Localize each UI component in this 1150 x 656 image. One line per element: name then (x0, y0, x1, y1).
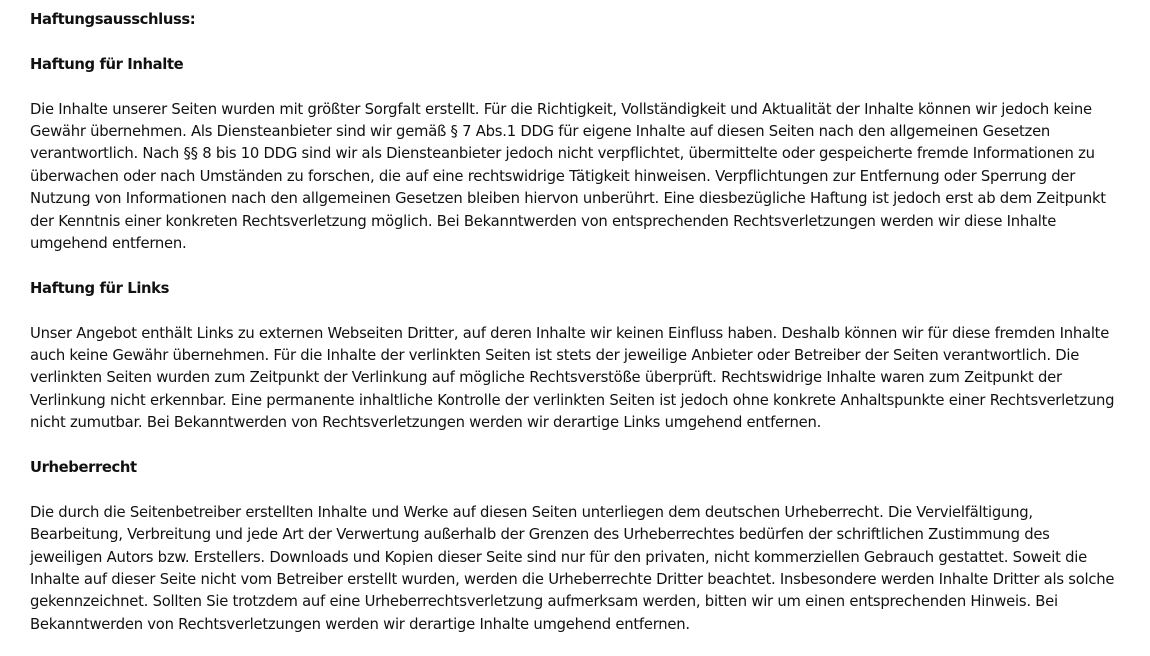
page-title: Haftungsausschluss: (30, 11, 196, 28)
section-heading-link-liability: Haftung für Links (30, 279, 169, 297)
section-text-link-liability: Unser Angebot enthält Links zu externen Webseiten Dritter, auf deren Inhalte wir keinen Einfluss haben. Deshalb können wir für diese fremden Inhalte auch keine Gewähr übernehmen. Für die Inhalte der verlinkten Seiten ist stets der jeweilige Anbieter oder Betreiber der Seiten verantwortlich. Die verlinkten Seiten wurden zum Zeitpunkt der Verlinkung auf mögliche Rechtsverstöße überprüft. Rechtswidrige Inhalte waren zum Zeitpunkt der Verlinkung nicht erkennbar. Eine permanente inhaltliche Kontrolle der verlinkten Seiten ist jedoch ohne konkrete Anhaltspunkte einer Rechtsverletzung nicht zumutbar. Bei Bekanntwerden von Rechtsverletzungen werden wir derartige Links umgehend entfernen. (30, 324, 1115, 432)
section-heading-copyright: Urheberrecht (30, 459, 137, 477)
section-text-content-liability: Die Inhalte unserer Seiten wurden mit größter Sorgfalt erstellt. Für die Richtigkeit, Vollständigkeit und Aktualität der Inhalte können wir jedoch keine Gewähr übernehmen. Als Diensteanbieter sind wir gemäß § 7 Abs.1 DDG für eigene Inhalte auf diesen Seiten nach den allgemeinen Gesetzen verantwortlich. Nach §§ 8 bis 10 DDG sind wir als Diensteanbieter jedoch nicht verpflichtet, übermittelte oder gespeicherte fremde Informationen zu überwachen oder nach Umständen zu forschen, die auf eine rechtswidrige Tätigkeit hinweisen. Verpflichtungen zur Entfernung oder Sperrung der Nutzung von Informationen nach den allgemeinen Gesetzen bleiben hiervon unberührt. Eine diesbezügliche Haftung ist jedoch erst ab dem Zeitpunkt der Kenntnis einer konkreten Rechtsverletzung möglich. Bei Bekanntwerden von entsprechenden Rechtsverletzungen werden wir diese Inhalte umgehend entfernen. (30, 100, 1106, 253)
section-heading-content-liability: Haftung für Inhalte (30, 55, 184, 73)
section-text-copyright: Die durch die Seitenbetreiber erstellten Inhalte und Werke auf diesen Seiten unterliegen dem deutschen Urheberrecht. Die Vervielfältigung, Bearbeitung, Verbreitung und jede Art der Verwertung außerhalb der Grenzen des Urheberrechtes bedürfen der schriftlichen Zustimmung des jeweiligen Autors bzw. Erstellers. Downloads und Kopien dieser Seite sind nur für den privaten, nicht kommerziellen Gebrauch gestattet. Soweit die Inhalte auf dieser Seite nicht vom Betreiber erstellt wurden, werden die Urheberrechte Dritter beachtet. Insbesondere werden Inhalte Dritter als solche gekennzeichnet. Sollten Sie trotzdem auf eine Urheberrechtsverletzung aufmerksam werden, bitten wir um einen entsprechenden Hinweis. Bei Bekanntwerden von Rechtsverletzungen werden wir derartige Inhalte umgehend entfernen. (30, 503, 1115, 633)
